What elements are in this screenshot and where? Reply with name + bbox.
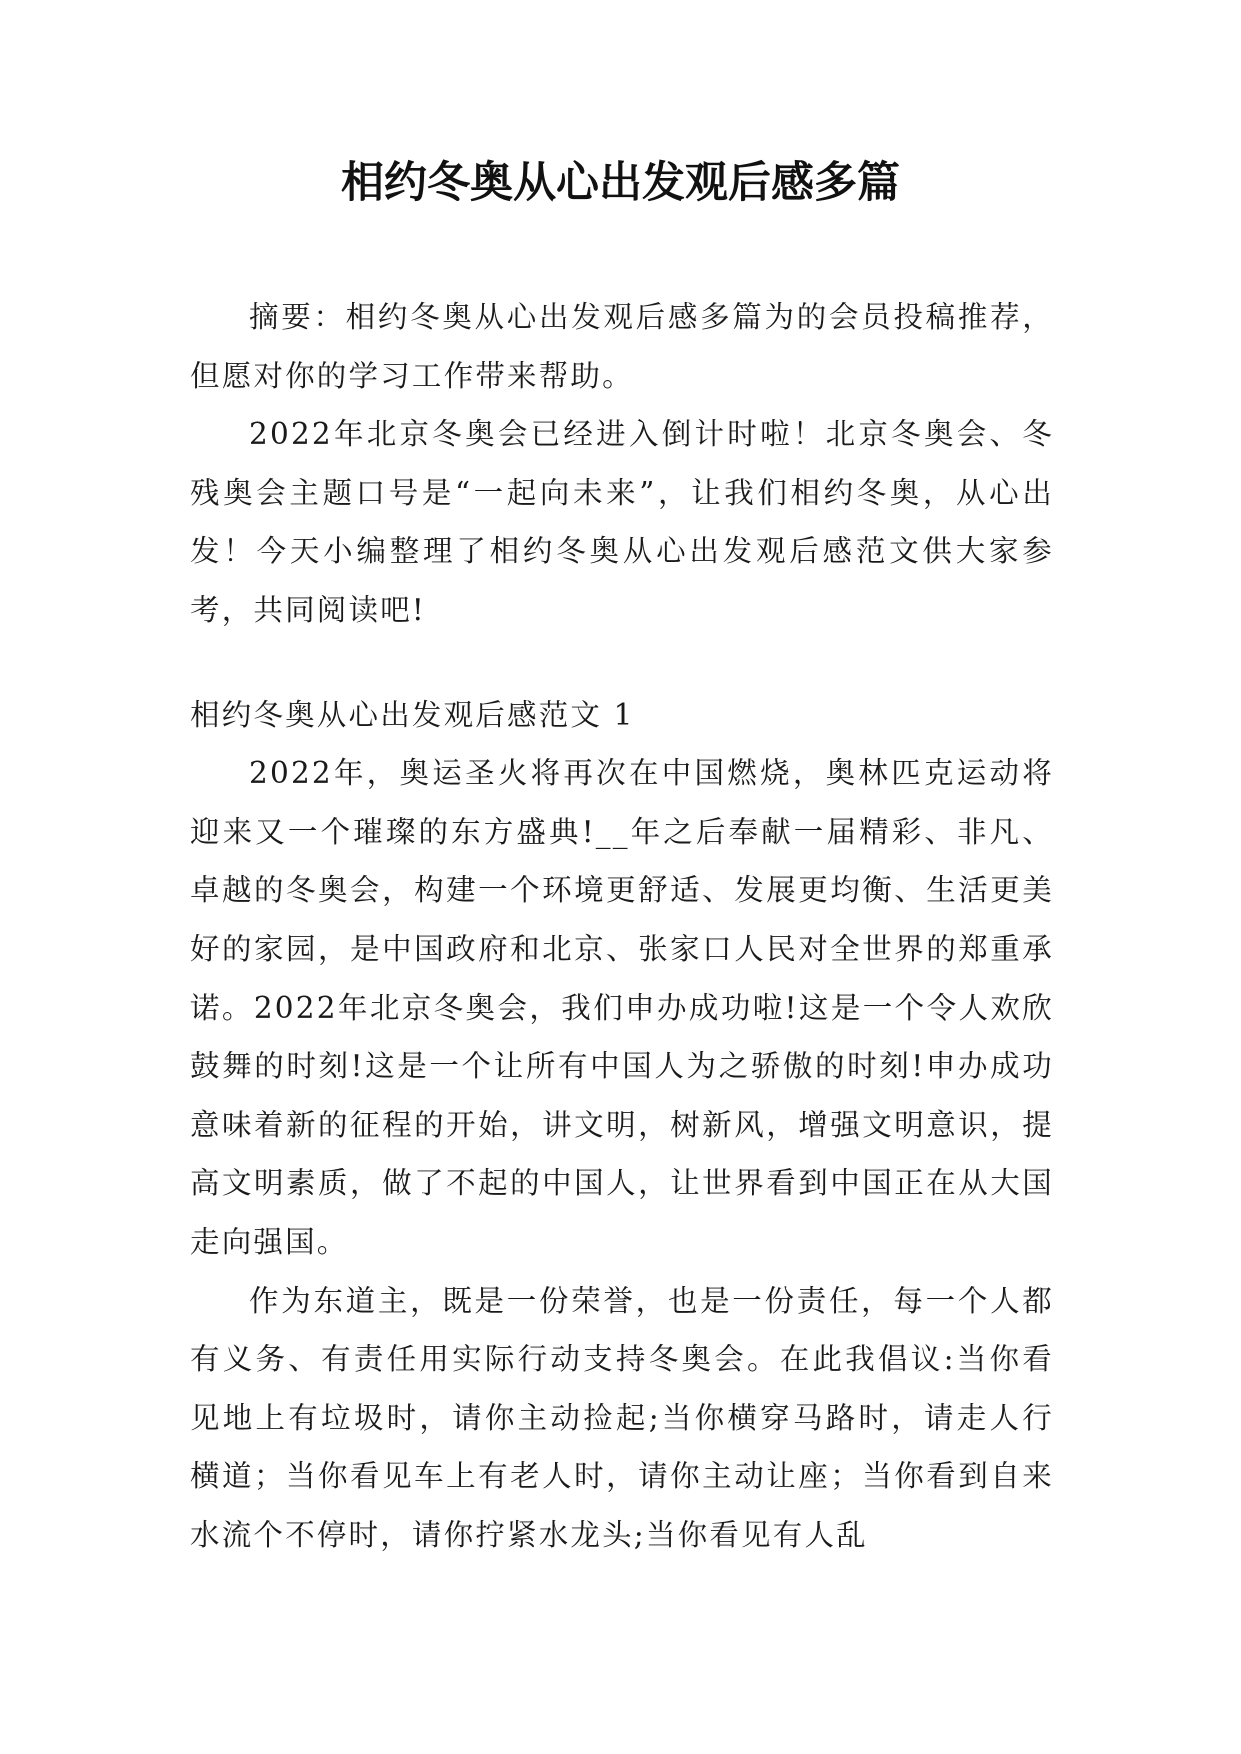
abstract-paragraph: 摘要：相约冬奥从心出发观后感多篇为的会员投稿推荐，但愿对你的学习工作带来帮助。 (190, 300, 1054, 393)
document-body (190, 288, 1054, 1564)
body-paragraph: 2022年，奥运圣火将再次在中国燃烧，奥林匹克运动将迎来又一个璀璨的东方盛典!__年之后奉献一届精彩、非凡、卓越的冬奥会，构建一个环境更舒适、发展更均衡、生活更美好的家园，是中国政府和北京、张家口人民对全世界的郑重承诺。2022年北京冬奥会，我们申办成功啦!这是一个令人欢欣鼓舞的时刻!这是一个让所有中国人为之骄傲的时刻!申办成功意味着新的征程的开始，讲文明，树新风，增强文明意识，提高文明素质，做了不起的中国人，让世界看到中国正在从大国走向强国。 (190, 756, 1054, 1259)
intro-paragraph: 2022年北京冬奥会已经进入倒计时啦！北京冬奥会、冬残奥会主题口号是“一起向未来”，让我们相约冬奥，从心出发！今天小编整理了相约冬奥从心出发观后感范文供大家参考，共同阅读吧! (190, 417, 1054, 627)
section-spacer (190, 640, 1054, 686)
body-paragraph: 作为东道主，既是一份荣誉，也是一份责任，每一个人都有义务、有责任用实际行动支持冬奥会。在此我倡议:当你看见地上有垃圾时，请你主动捡起;当你横穿马路时，请走人行横道；当你看见车上有老人时，请你主动让座；当你看到自来水流个不停时，请你拧紧水龙头;当你看见有人乱 (190, 1283, 1054, 1552)
document-title: 相约冬奥从心出发观后感多篇 (341, 158, 900, 208)
section-heading: 相约冬奥从心出发观后感范文 1 (190, 697, 635, 732)
